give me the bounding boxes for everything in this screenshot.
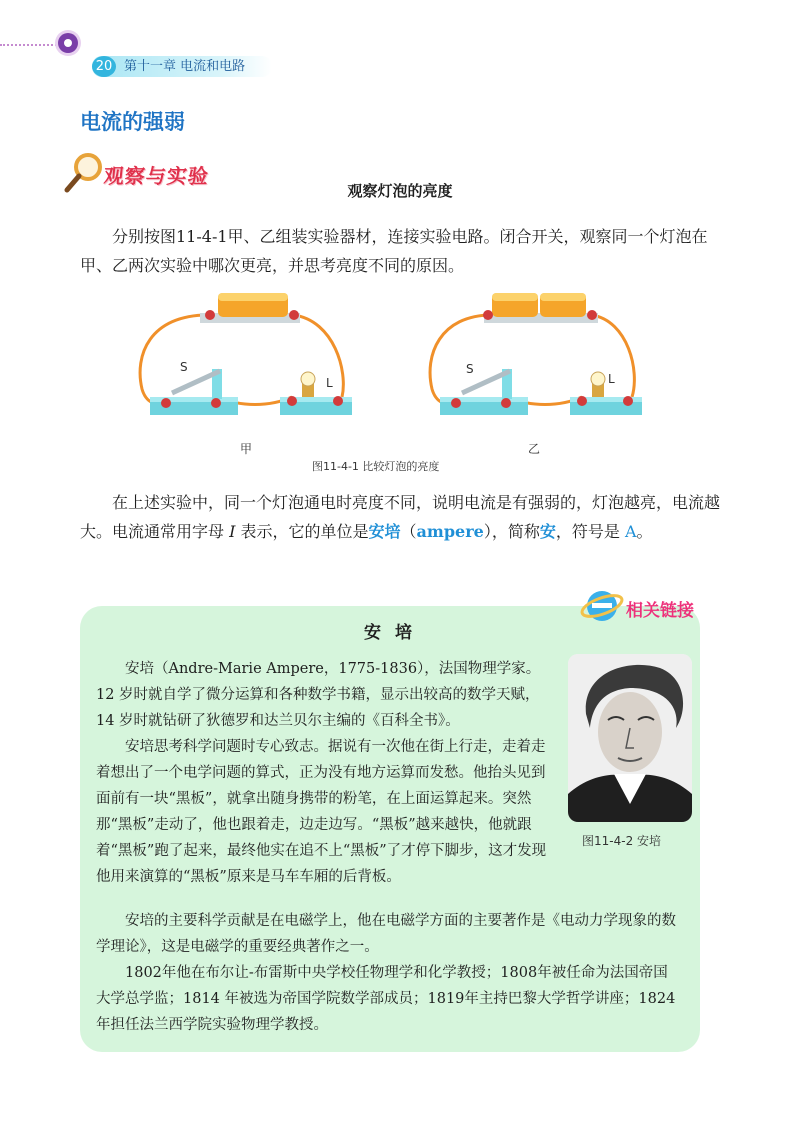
- header-dotted-line: [0, 44, 64, 46]
- text-run: ，符号是: [555, 522, 625, 541]
- portrait-caption: 图11-4-2 安培: [582, 834, 662, 848]
- text-run: ），简称: [483, 522, 540, 541]
- observe-experiment-label: 观察与实验: [102, 164, 211, 188]
- bulb-label-left: L: [326, 376, 333, 390]
- circuit-figure-left: [130, 285, 360, 440]
- bio-paragraph-3: 安培的主要科学贡献是在电磁学上，他在电磁学方面的主要著作是《电动力学现象的数学理论》，这是电磁学的重要经典著作之一。: [96, 913, 676, 955]
- unit-name: 安培: [368, 522, 401, 541]
- current-symbol: I: [229, 522, 236, 541]
- bulb-label-right: L: [608, 372, 615, 386]
- experiment-title: 观察灯泡的亮度: [347, 182, 453, 200]
- bio-paragraph-1: 安培（Andre-Marie Ampere，1775-1836），法国物理学家。12 岁时就自学了微分运算和各种数学书籍，显示出较高的数学天赋，14 岁时就钻研了狄德罗和达兰贝尔主编的《百科全书》。: [96, 661, 541, 729]
- figure-sub-right: 乙: [528, 442, 541, 456]
- page-number: 20: [92, 56, 116, 77]
- unit-english: ampere: [416, 522, 484, 541]
- e-logo-icon: [580, 586, 626, 626]
- section-title: 电流的强弱: [80, 110, 185, 134]
- portrait-image: [568, 654, 692, 822]
- text-run: （: [400, 522, 417, 541]
- related-link-title: 安 培: [364, 623, 416, 643]
- switch-label-left: S: [180, 360, 188, 374]
- text-run: 表示，它的单位是: [235, 522, 369, 541]
- figure-sub-left: 甲: [240, 442, 253, 456]
- main-paragraph: [80, 488, 720, 546]
- ampere-portrait: [568, 654, 692, 822]
- circuit-figure-right: [420, 285, 650, 440]
- unit-short: 安: [539, 522, 556, 541]
- bio-paragraph-2a: [96, 734, 558, 890]
- unit-symbol: A: [624, 522, 637, 541]
- header-ring-center: [64, 39, 72, 47]
- bio-paragraph-4: 1802年他在布尔让-布雷斯中央学校任物理学和化学教授；1808年被任命为法国帝国大学总学监；1814 年被选为帝国学院数学部成员；1819年主持巴黎大学哲学讲座；1824年担任法兰西学院实验物理学教授。: [96, 965, 676, 1033]
- switch-label-right: S: [466, 362, 474, 376]
- bio-paragraph-2-text: 安培思考科学问题时专心致志。据说有一次他在街上行走，走着走着想出了一个电学问题的算式，正为没有地方运算而发愁。他抬头见到面前有一块“黑板”，就拿出随身携带的粉笔，在上面运算起来。突然那“黑板”走动了，他也跟着走，边走边写。“黑板”越来越快，他就跟着“黑板”跑了起来，最终他实在追不上“黑板”了才停下脚步，这才发现他用来演算的“黑板”原来是马车车厢的后背板。: [96, 739, 547, 885]
- related-link-label: 相关链接: [626, 601, 694, 621]
- figure-caption: 图11-4-1 比较灯泡的亮度: [312, 460, 440, 473]
- text-run: 。: [636, 522, 653, 541]
- magnifier-icon: [62, 150, 108, 196]
- experiment-paragraph: 分别按图11-4-1甲、乙组装实验器材，连接实验电路。闭合开关，观察同一个灯泡在甲、乙两次实验中哪次更亮，并思考亮度不同的原因。: [80, 227, 708, 275]
- text-run: 在上述实验中，同一个灯泡通电时亮度不同，说明电流是有强弱的，灯泡越亮，电流越大。电流通常用字母: [80, 493, 721, 541]
- chapter-title: 第十一章 电流和电路: [124, 59, 246, 74]
